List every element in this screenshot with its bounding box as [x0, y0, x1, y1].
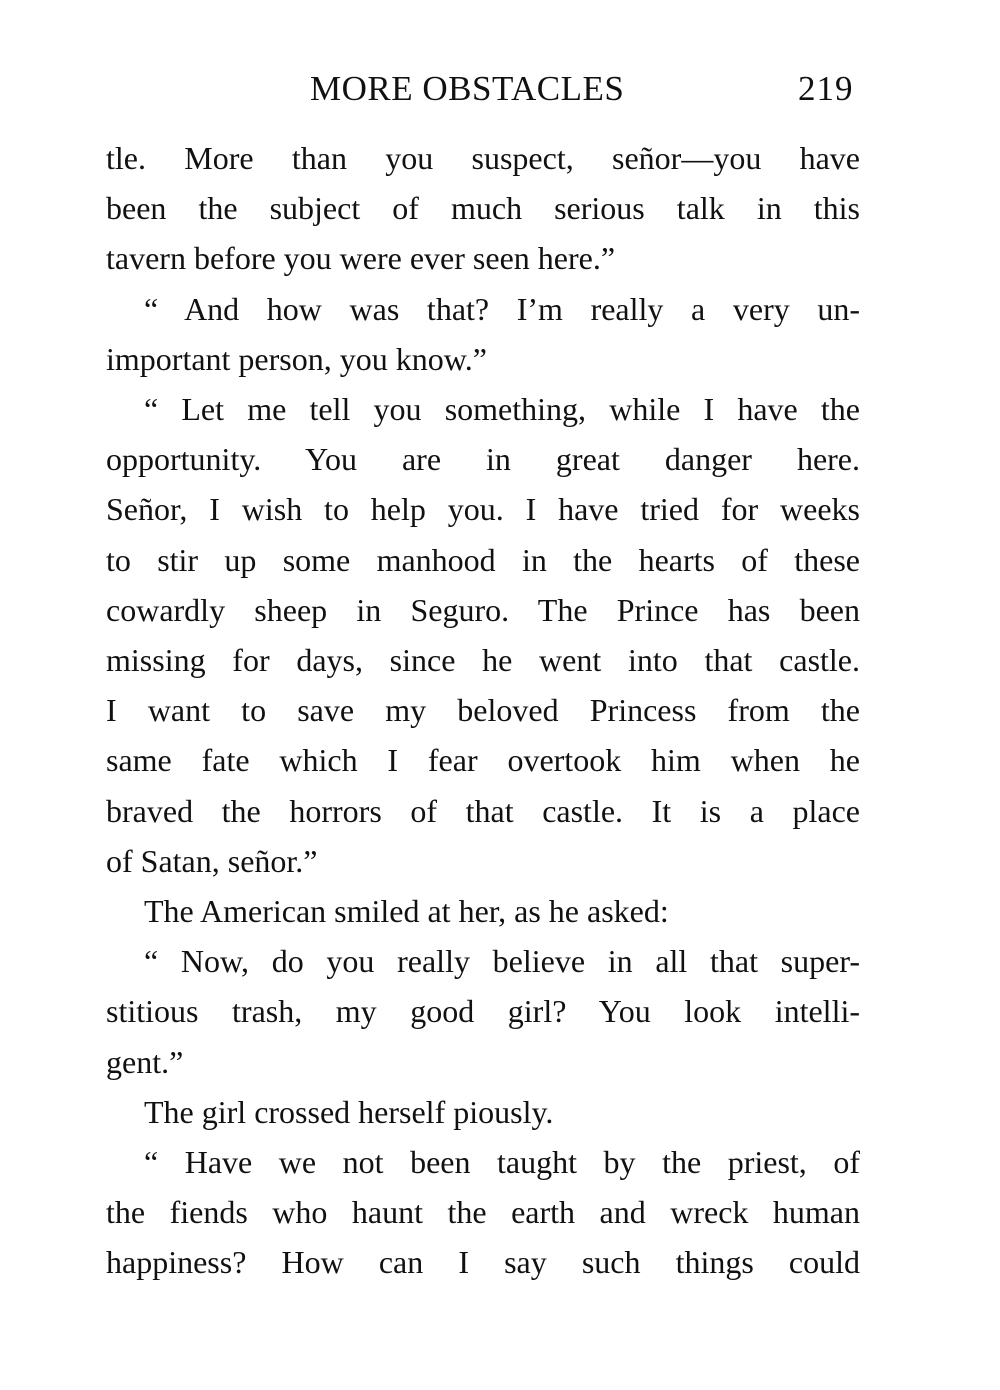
- text-line: braved the horrors of that castle. It is a place: [106, 792, 860, 829]
- text-line: I want to save my beloved Princess from the: [106, 692, 860, 729]
- text-line: of Satan, señor.”: [106, 842, 318, 879]
- text-line: stitious trash, my good girl? You look intelli-: [106, 993, 860, 1030]
- running-head: [0, 64, 1000, 114]
- text-line: gent.”: [106, 1043, 184, 1080]
- page-number: 219: [798, 69, 854, 108]
- body-text: [106, 133, 860, 1288]
- text-line: The girl crossed herself piously.: [144, 1093, 554, 1130]
- text-line: important person, you know.”: [106, 340, 487, 377]
- text-line: same fate which I fear overtook him when he: [106, 742, 860, 779]
- text-line: tle. More than you suspect, señor—you have: [106, 140, 860, 176]
- text-line: cowardly sheep in Seguro. The Prince has been: [106, 591, 860, 628]
- text-line: been the subject of much serious talk in this: [106, 190, 860, 227]
- chapter-title: MORE OBSTACLES: [310, 69, 625, 108]
- text-line: happiness? How can I say such things could: [106, 1244, 860, 1281]
- text-line: missing for days, since he went into that castle.: [106, 642, 860, 679]
- text-line: “ Let me tell you something, while I have the: [144, 391, 860, 428]
- text-line: Señor, I wish to help you. I have tried for weeks: [106, 491, 860, 528]
- text-line: “ And how was that? I’m really a very un-: [144, 290, 860, 327]
- text-line: the fiends who haunt the earth and wreck human: [106, 1194, 860, 1231]
- text-line: opportunity. You are in great danger here.: [106, 441, 860, 478]
- text-line: tavern before you were ever seen here.”: [106, 240, 616, 277]
- text-line: “ Now, do you really believe in all that super-: [144, 943, 860, 980]
- text-line: to stir up some manhood in the hearts of these: [106, 541, 860, 578]
- text-line: The American smiled at her, as he asked:: [144, 893, 669, 930]
- text-line: “ Have we not been taught by the priest, of: [144, 1144, 860, 1181]
